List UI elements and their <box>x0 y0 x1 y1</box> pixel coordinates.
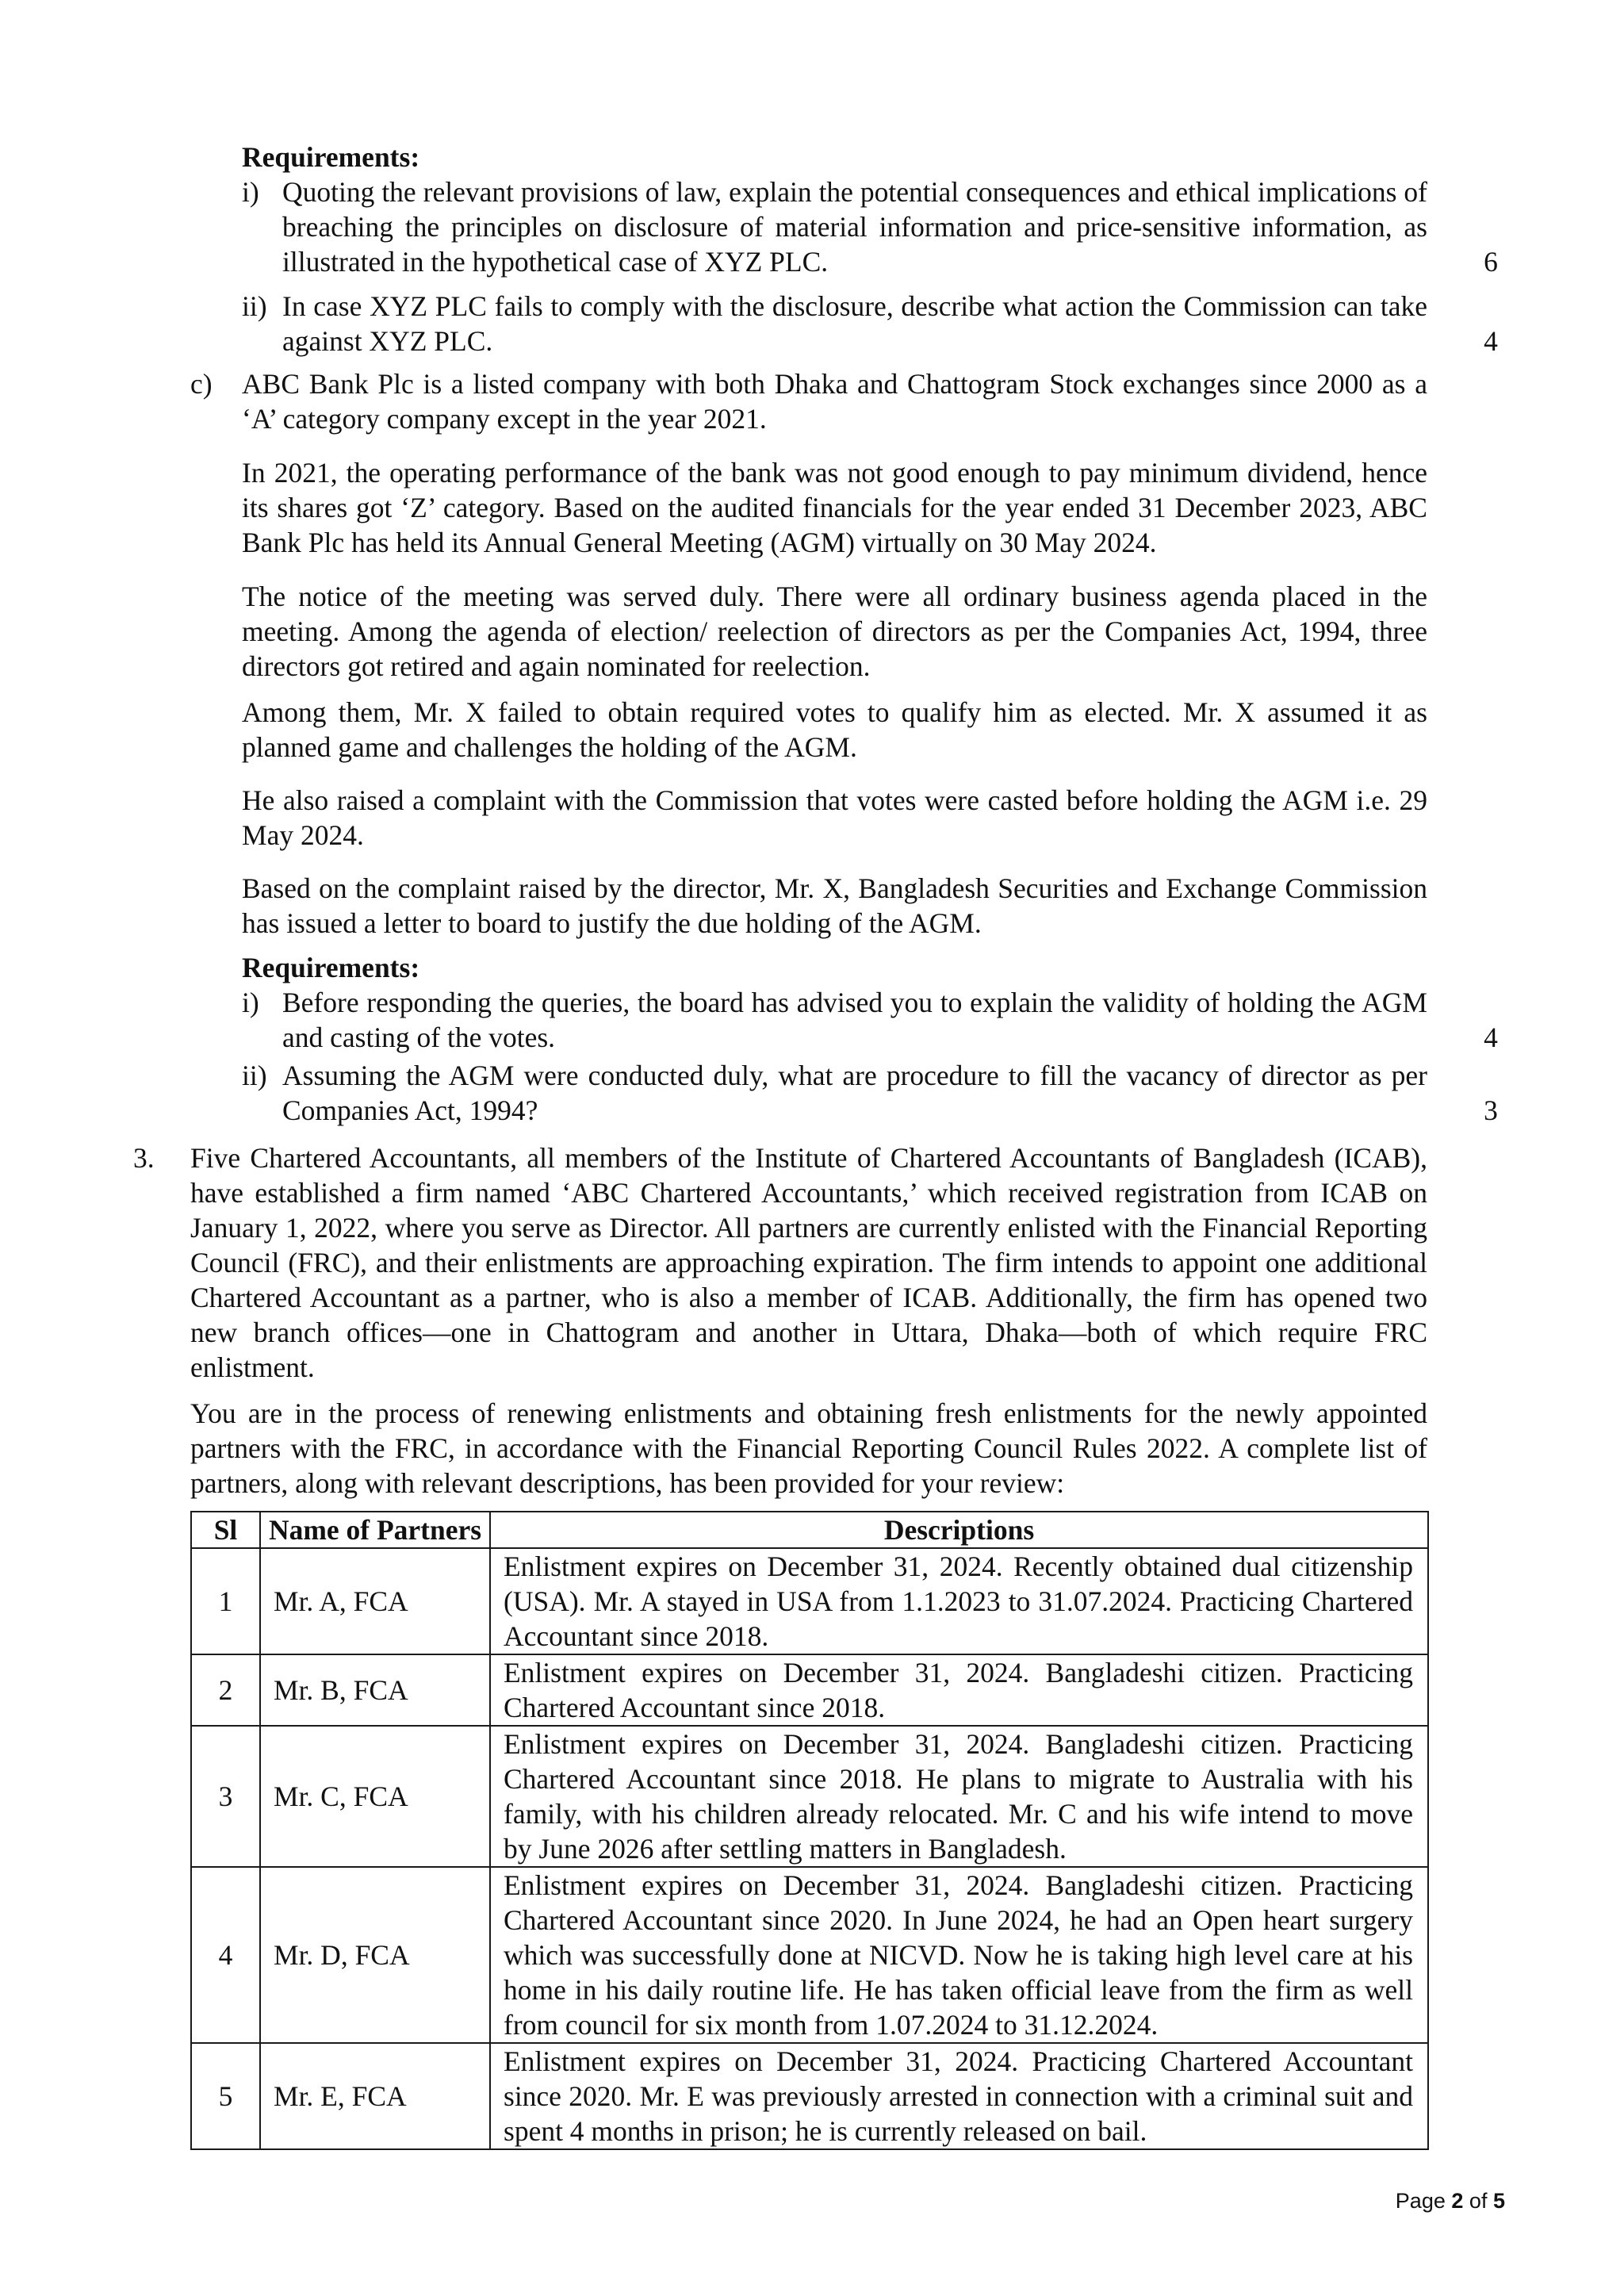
partner-name-cell: Mr. E, FCA <box>260 2043 490 2149</box>
requirement-text: Quoting the relevant provisions of law, explain the potential consequences and ethical implications of breaching the principles on disclosure of material information and price-sensitive information, as illustrated in the hypothetical case of XYZ PLC. <box>282 176 1427 278</box>
question-number: 3. <box>133 1142 155 1174</box>
paragraph: In 2021, the operating performance of the bank was not good enough to pay minimum dividend, hence its shares got ‘Z’ category. Based on the audited financials for the year ended 31 December 2023, ABC Bank Plc has held its Annual General Meeting (AGM) virtually on 30 May 2024. <box>242 457 1427 558</box>
page-word: Page <box>1395 2189 1446 2213</box>
current-page: 2 <box>1451 2189 1464 2213</box>
partner-name-cell: Mr. B, FCA <box>260 1654 490 1726</box>
table-row <box>191 1726 1428 1867</box>
column-header: Descriptions <box>490 1512 1428 1548</box>
requirement-text: In case XYZ PLC fails to comply with the disclosure, describe what action the Commission can take against XYZ PLC. <box>282 290 1427 357</box>
sl-cell: 5 <box>191 2043 260 2149</box>
marks: 6 <box>1484 246 1498 278</box>
partners-table <box>190 1511 1429 2150</box>
requirement-label: i) <box>242 987 259 1018</box>
partner-name-cell: Mr. D, FCA <box>260 1867 490 2043</box>
column-header: Name of Partners <box>260 1512 490 1548</box>
paragraph: ABC Bank Plc is a listed company with both Dhaka and Chattogram Stock exchanges since 2000 as a ‘A’ category company except in the year 2021. <box>242 368 1427 435</box>
requirement-text: Assuming the AGM were conducted duly, what are procedure to fill the vacancy of director as per Companies Act, 1994? <box>282 1060 1427 1126</box>
marks: 3 <box>1484 1094 1498 1126</box>
requirements-heading: Requirements: <box>242 952 420 983</box>
table-row <box>191 1548 1428 1654</box>
paragraph: The notice of the meeting was served duly. There were all ordinary business agenda placed in the meeting. Among the agenda of election/ reelection of directors as per the Companies Act, 1994, three directors got retired and again nominated for reelection. <box>242 581 1427 682</box>
column-header: Sl <box>191 1512 260 1548</box>
partner-name-cell: Mr. C, FCA <box>260 1726 490 1867</box>
page-number-footer <box>1396 2187 1505 2214</box>
of-word: of <box>1469 2189 1488 2213</box>
subquestion-label: c) <box>190 368 213 400</box>
description-cell: Enlistment expires on December 31, 2024. Recently obtained dual citizenship (USA). Mr. A stayed in USA from 1.1.2023 to 31.07.2024. Practicing Chartered Accountant since 2018. <box>490 1548 1428 1654</box>
requirement-label: ii) <box>242 290 267 322</box>
description-cell: Enlistment expires on December 31, 2024. Bangladeshi citizen. Practicing Chartered Accountant since 2018. He plans to migrate to Australia with his family, with his children already relocated. Mr. C and his wife intend to move by June 2026 after settling matters in Bangladesh. <box>490 1726 1428 1867</box>
description-cell: Enlistment expires on December 31, 2024. Bangladeshi citizen. Practicing Chartered Accountant since 2018. <box>490 1654 1428 1726</box>
total-pages: 5 <box>1492 2189 1505 2213</box>
marks: 4 <box>1484 1022 1498 1053</box>
sl-cell: 1 <box>191 1548 260 1654</box>
table-row <box>191 1867 1428 2043</box>
table-header-row <box>191 1512 1428 1548</box>
paragraph: He also raised a complaint with the Commission that votes were casted before holding the AGM i.e. 29 May 2024. <box>242 784 1427 851</box>
paragraph: Five Chartered Accountants, all members of the Institute of Chartered Accountants of Bangladesh (ICAB), have established a firm named ‘ABC Chartered Accountants,’ which received registration from ICAB on January 1, 2022, where you serve as Director. All partners are currently enlisted with the Financial Reporting Council (FRC), and their enlistments are approaching expiration. The firm intends to appoint one additional Chartered Accountant as a partner, who is also a member of ICAB. Additionally, the firm has opened two new branch offices—one in Chattogram and another in Uttara, Dhaka—both of which require FRC enlistment. <box>190 1142 1427 1383</box>
table-row <box>191 2043 1428 2149</box>
marks: 4 <box>1484 325 1498 357</box>
sl-cell: 3 <box>191 1726 260 1867</box>
paragraph: You are in the process of renewing enlistments and obtaining fresh enlistments for the newly appointed partners with the FRC, in accordance with the Financial Reporting Council Rules 2022. A complete list of partners, along with relevant descriptions, has been provided for your review: <box>190 1397 1427 1499</box>
sl-cell: 2 <box>191 1654 260 1726</box>
requirement-label: ii) <box>242 1060 267 1091</box>
paragraph: Based on the complaint raised by the director, Mr. X, Bangladesh Securities and Exchange Commission has issued a letter to board to justify the due holding of the AGM. <box>242 872 1427 939</box>
paragraph: Among them, Mr. X failed to obtain required votes to qualify him as elected. Mr. X assumed it as planned game and challenges the holding of the AGM. <box>242 696 1427 763</box>
sl-cell: 4 <box>191 1867 260 2043</box>
partner-name-cell: Mr. A, FCA <box>260 1548 490 1654</box>
requirement-label: i) <box>242 176 259 208</box>
requirement-text: Before responding the queries, the board has advised you to explain the validity of holding the AGM and casting of the votes. <box>282 987 1427 1053</box>
table-row <box>191 1654 1428 1726</box>
description-cell: Enlistment expires on December 31, 2024. Practicing Chartered Accountant since 2020. Mr. E was previously arrested in connection with a criminal suit and spent 4 months in prison; he is currently released on bail. <box>490 2043 1428 2149</box>
description-cell: Enlistment expires on December 31, 2024. Bangladeshi citizen. Practicing Chartered Accountant since 2020. In June 2024, he had an Open heart surgery which was successfully done at NICVD. Now he is taking high level care at his home in his daily routine life. He has taken official leave from the firm as well from council for six month from 1.07.2024 to 31.12.2024. <box>490 1867 1428 2043</box>
requirements-heading: Requirements: <box>242 141 420 173</box>
